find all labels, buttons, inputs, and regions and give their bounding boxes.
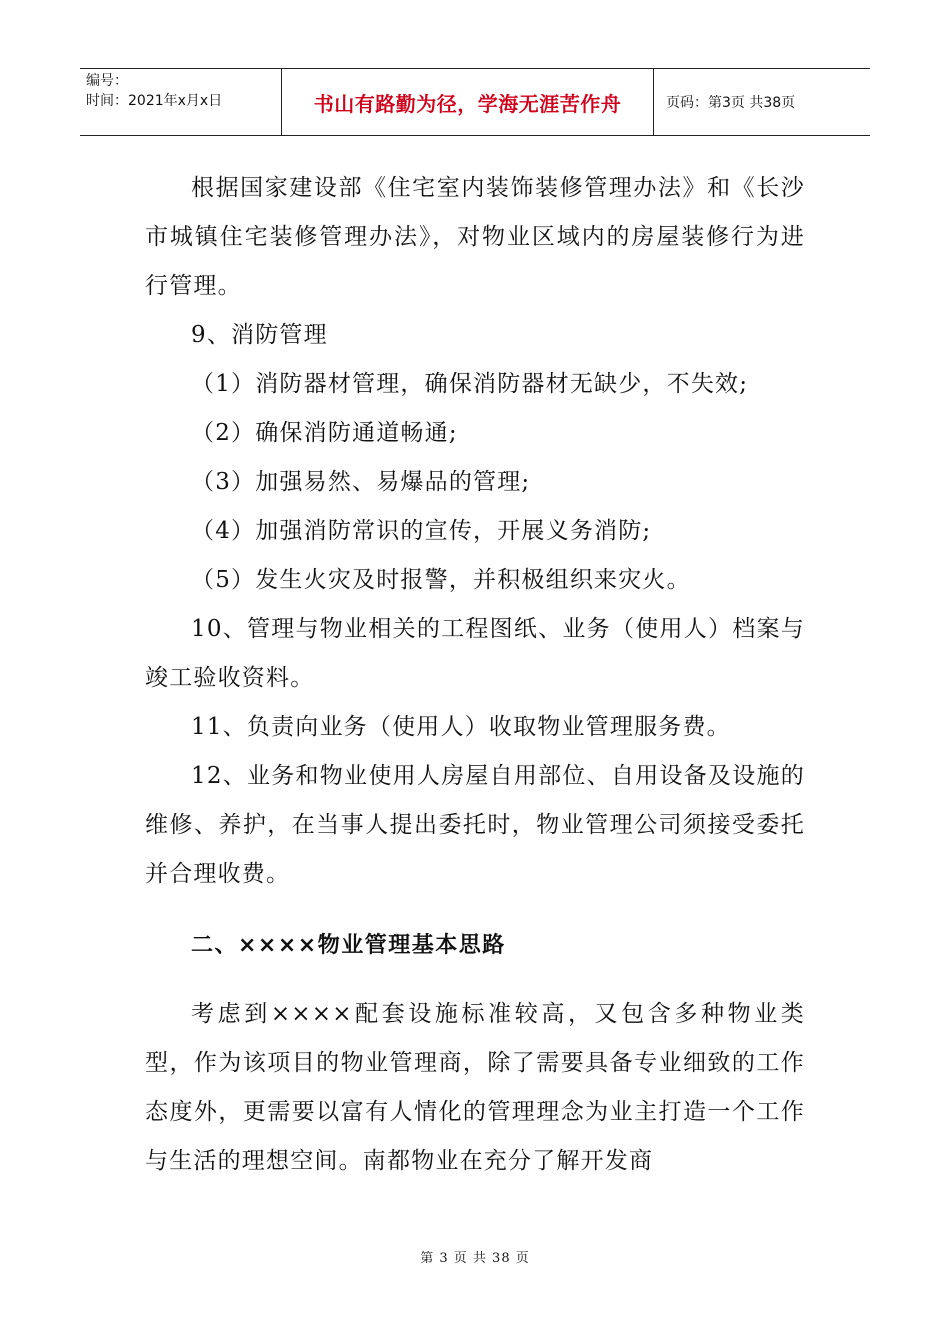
body-paragraph: 根据国家建设部《住宅室内装饰装修管理办法》和《长沙市城镇住宅装修管理办法》，对物业区域内的房屋装修行为进行管理。	[145, 175, 805, 299]
body-paragraph: 12、业务和物业使用人房屋自用部位、自用设备及设施的维修、养护，在当事人提出委托时，物业管理公司须接受委托并合理收费。	[145, 763, 805, 887]
list-item: （3）加强易然、易爆品的管理;	[191, 469, 531, 495]
body-paragraph: 10、管理与物业相关的工程图纸、业务（使用人）档案与竣工验收资料。	[145, 616, 805, 691]
document-number-label: 编号：	[86, 73, 128, 89]
document-time-label: 时间：2021年x月x日	[86, 93, 223, 109]
list-item: （1）消防器材管理，确保消防器材无缺少，不失效;	[191, 371, 749, 397]
document-body	[145, 164, 805, 1186]
document-header	[80, 68, 870, 136]
body-paragraph: 考虑到××××配套设施标准较高，又包含多种物业类型，作为该项目的物业管理商，除了需要具备专业细致的工作态度外，更需要以富有人情化的管理理念为业主打造一个工作与生活的理想空间。南都物业在充分了解开发商	[145, 1001, 805, 1174]
list-item: （5）发生火灾及时报警，并积极组织来灾火。	[191, 567, 691, 593]
list-item: （4）加强消防常识的宣传，开展义务消防;	[191, 518, 652, 544]
section-heading: 二、××××物业管理基本思路	[191, 933, 506, 958]
header-motto: 书山有路勤为径，学海无涯苦作舟	[282, 69, 654, 135]
header-meta-cell	[80, 69, 282, 135]
list-item: （2）确保消防通道畅通;	[191, 420, 458, 446]
page-footer: 第 3 页 共 38 页	[420, 1251, 530, 1266]
list-heading-fire-management: 9、消防管理	[191, 322, 328, 348]
body-paragraph: 11、负责向业务（使用人）收取物业管理服务费。	[191, 714, 731, 740]
header-page-info: 页码：第3页 共38页	[666, 95, 796, 111]
